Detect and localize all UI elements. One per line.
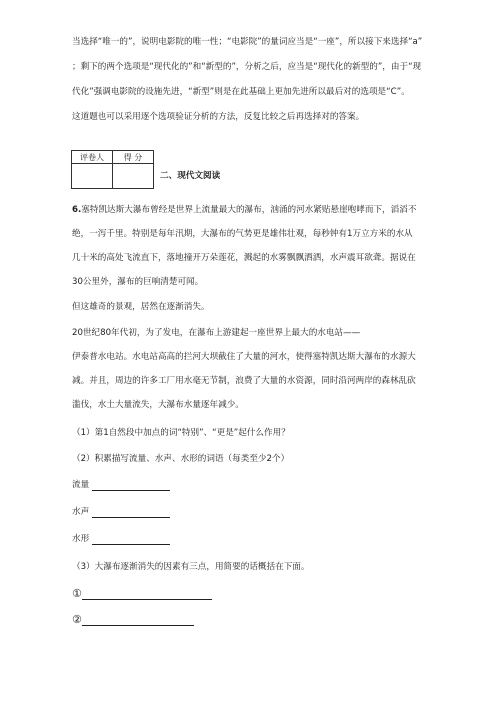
question-3: （3）大瀑布逐渐消失的因素有三点，用简要的话概括在下面。	[72, 562, 310, 572]
intro-line-3: 代化”强调电影院的设施先进，“新型”则是在此基础上更加先进所以最后对的选项是“C”。	[72, 87, 410, 97]
label-shape: 水形	[72, 534, 90, 544]
intro-line-2: ；剩下的两个选项是“现代化的”和“新型的”，分析之后，应当是“现代化的新型的”，由于“现	[72, 62, 422, 72]
answer-row-sound	[72, 506, 432, 518]
answer-blank-item-2[interactable]	[82, 616, 194, 626]
answer-blank-flow[interactable]	[92, 481, 170, 491]
para1-line-1-text: 塞特凯达斯大瀑布曾经是世界上流量最大的瀑布，汹涌的河水紧贴悬崖咆哮而下，滔滔不	[81, 205, 417, 215]
answer-row-shape	[72, 533, 432, 545]
label-sound: 水声	[72, 507, 90, 517]
passage-para3-line-1: 20世纪80年代初，为了发电，在瀑布上游建起一座世界上最大的水电站——	[72, 328, 361, 338]
answer-row-item-2	[72, 614, 432, 626]
question-number: 6.	[72, 205, 82, 215]
passage-para1-line-3: 几十米的高处飞流直下，落地撞开万朵莲花，溅起的水雾飘飘洒洒，水声震耳欲聋。据说在	[72, 253, 416, 263]
section-title: 二、现代文阅读	[160, 171, 221, 181]
score-table-grader-cell[interactable]	[72, 164, 113, 189]
answer-row-item-1	[72, 588, 432, 600]
item-1-marker: ①	[72, 587, 82, 600]
intro-line-4: 这道题也可以采用逐个选项验证分析的方法，反复比较之后再选择对的答案。	[72, 112, 365, 122]
item-2-marker: ②	[72, 613, 82, 626]
question-2: （2）积累描写流量、水声、水形的词语（每类至少2个）	[72, 454, 290, 464]
answer-blank-sound[interactable]	[92, 508, 170, 518]
intro-line-1: 当选择“唯一的”，说明电影院的唯一性；“电影院”的量词应当是“一座”，所以接下来选择“a”	[72, 37, 423, 47]
passage-para1-line-2: 绝，一泻千里。特别是每年汛期，大瀑布的气势更是雄伟壮观，每秒钟有1万立方米的水从	[72, 229, 413, 239]
score-table	[71, 150, 154, 189]
score-table-grader-header: 评卷人	[72, 151, 113, 164]
passage-para3-line-4: 滥伐，水土大量流失，大瀑布水量逐年减少。	[72, 400, 244, 410]
answer-blank-shape[interactable]	[92, 535, 170, 545]
question-1: （1）第1自然段中加点的词“特别”、“更是”起什么作用？	[72, 428, 290, 438]
answer-row-flow	[72, 479, 432, 491]
answer-blank-item-1[interactable]	[82, 590, 212, 600]
passage-para2: 但这雄奇的景观，居然在逐渐消失。	[72, 302, 210, 312]
score-table-score-header: 得 分	[113, 151, 154, 164]
score-table-score-cell[interactable]	[113, 164, 154, 189]
passage-para3-line-3: 减。并且，周边的许多工厂用水毫无节制，浪费了大量的水资源，同时沿河两岸的森林乱砍	[72, 376, 416, 386]
passage-para3-line-2: 伊泰普水电站。水电站高高的拦河大坝截住了大量的河水，使得塞特凯达斯大瀑布的水源大	[72, 352, 416, 362]
passage-para1-line-4: 30公里外，瀑布的巨响清楚可闻。	[72, 277, 204, 287]
passage-para1-line-1	[72, 204, 432, 216]
label-flow: 流量	[72, 480, 90, 490]
